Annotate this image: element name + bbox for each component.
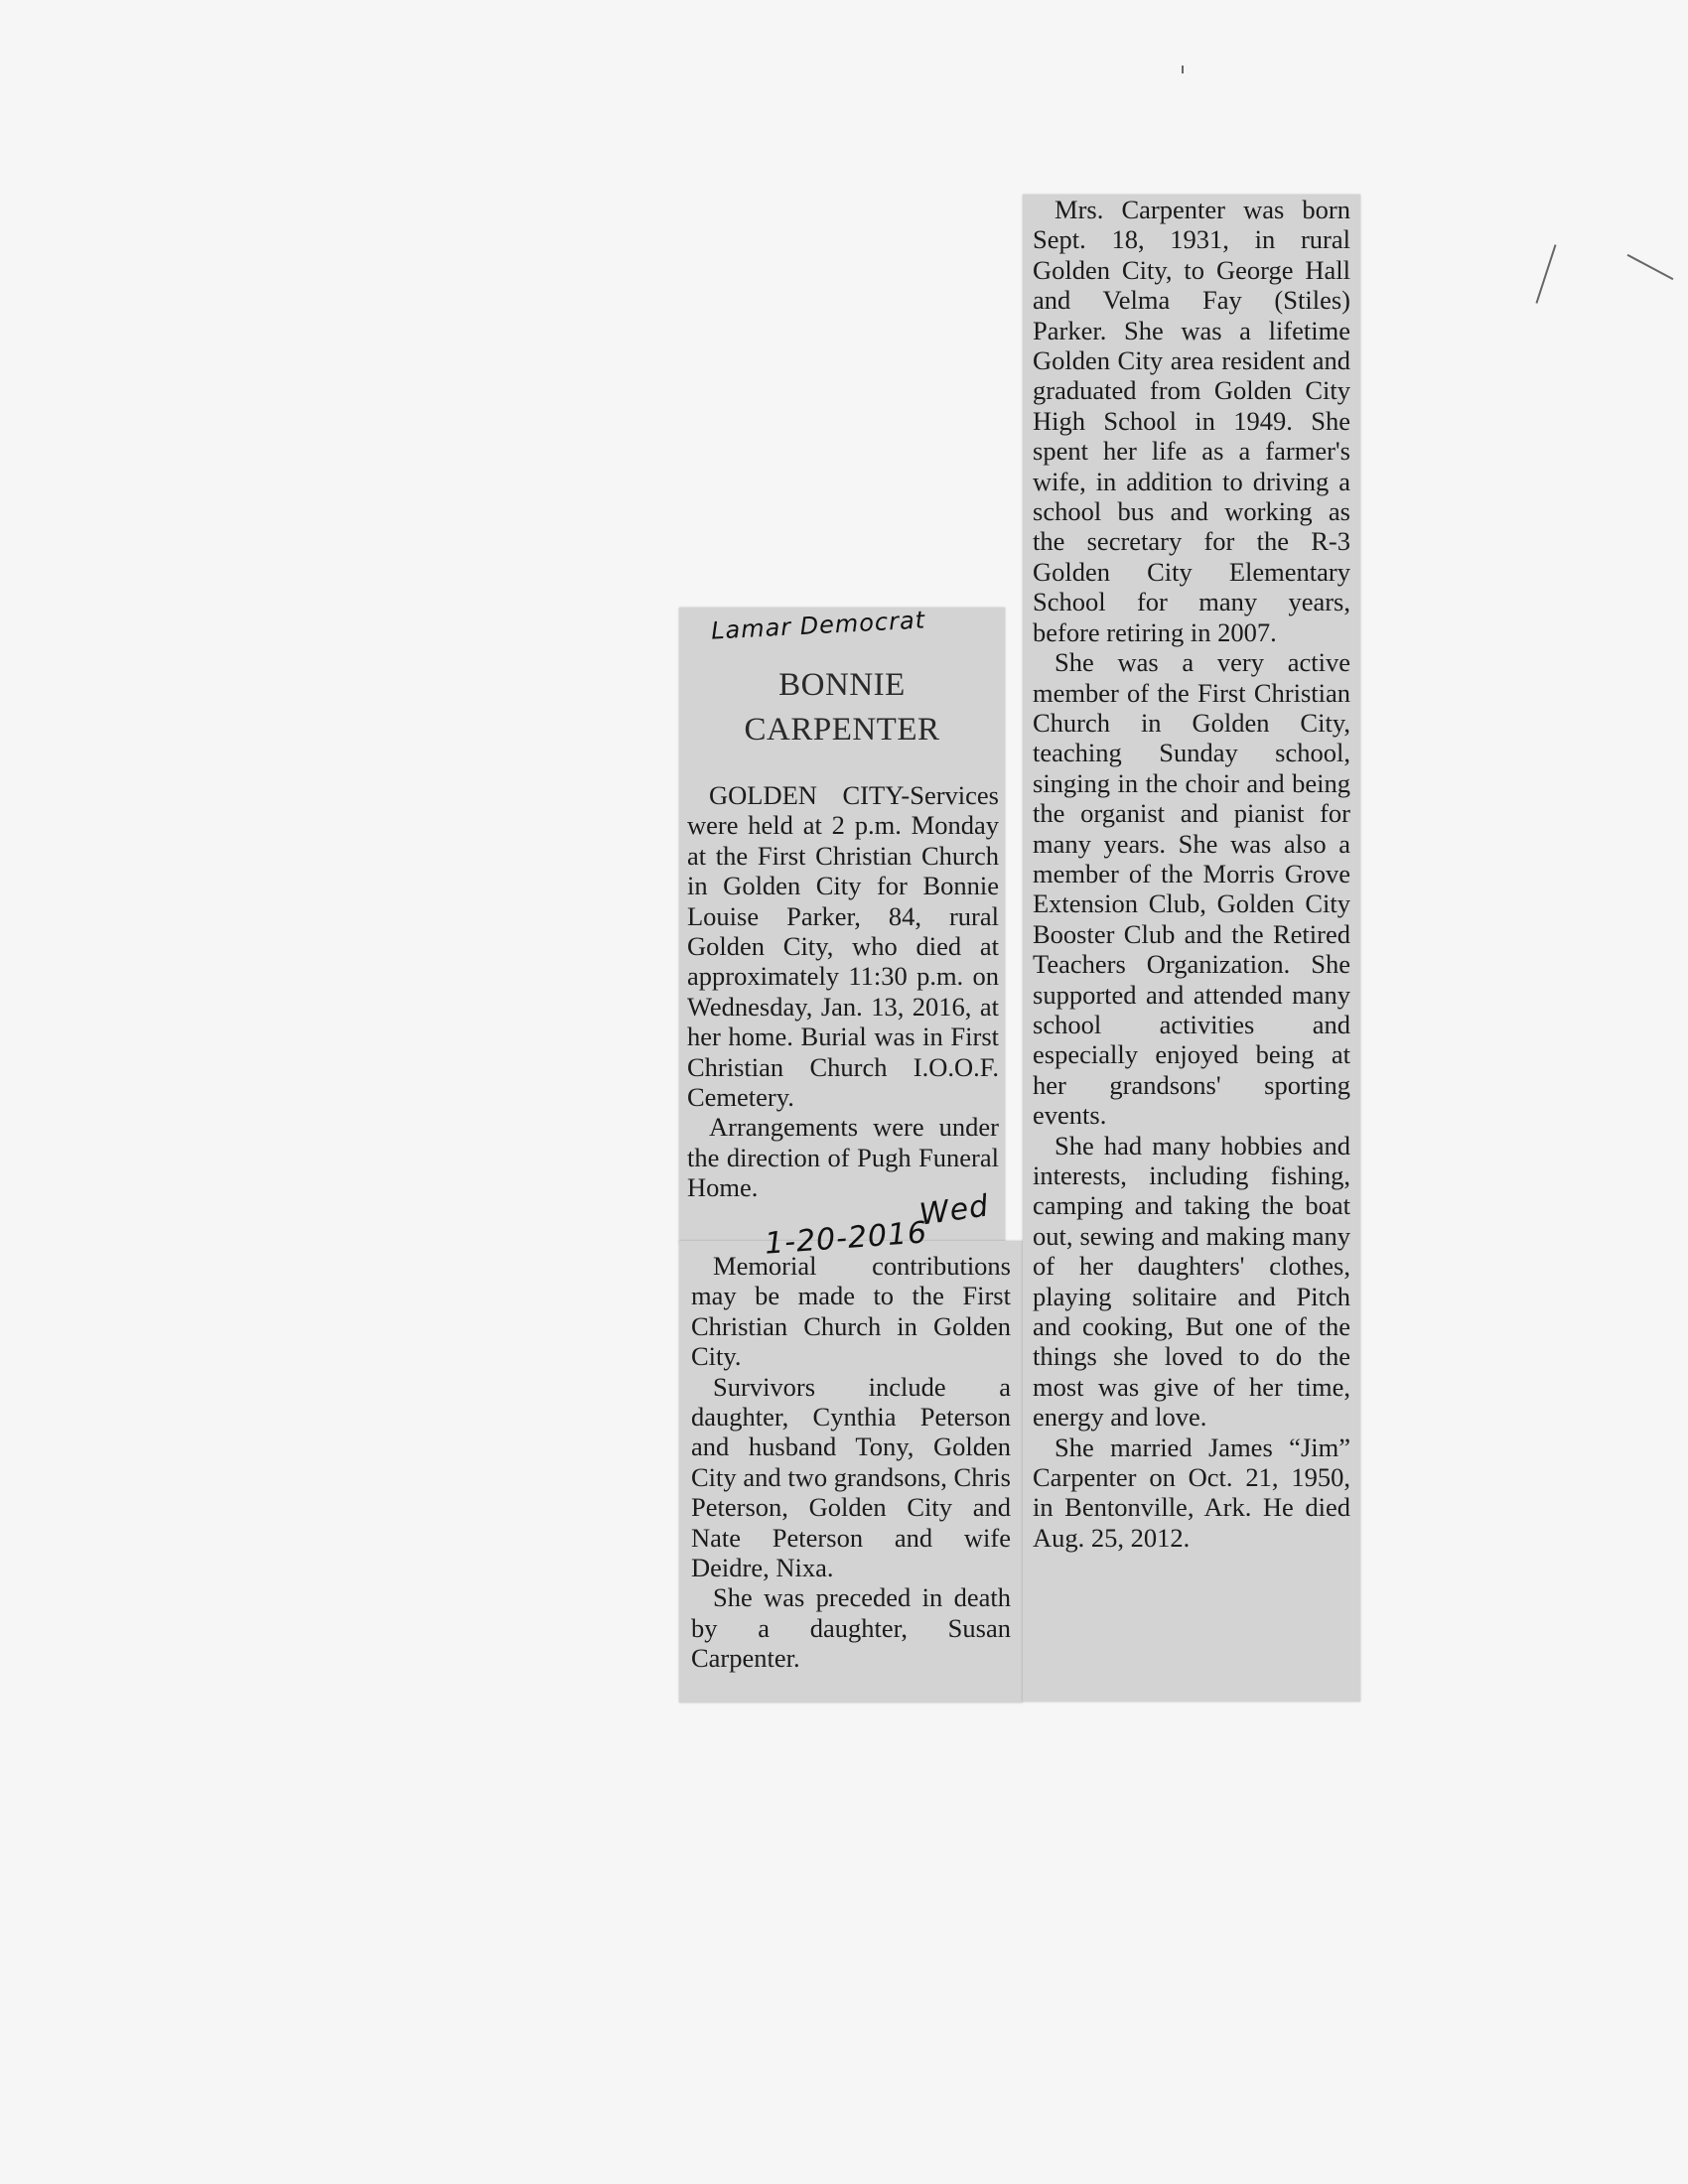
headline-first-name: BONNIE [778, 667, 906, 703]
obituary-headline [679, 663, 1005, 752]
handwritten-date-note: 1-20-2016 [763, 1215, 929, 1262]
paragraph: She married James “Jim” Carpenter on Oct. 21, 1950, in Bentonville, Ark. He died Aug. 25, 2012. [1033, 1432, 1350, 1553]
clipping-right [1023, 195, 1360, 1702]
paragraph: Memorial contributions may be made to the First Christian Church in Golden City. [691, 1251, 1011, 1372]
paragraph: GOLDEN CITY-Services were held at 2 p.m. Monday at the First Christian Church in Golden City for Bonnie Louise Parker, 84, rural Golden City, who died at approximately 11:30 p.m. on Wednesday, Jan. 13, 2016, at her home. Burial was in First Christian Church I.O.O.F. Cemetery. [687, 780, 999, 1113]
paragraph: Arrangements were under the direction of Pugh Funeral Home. [687, 1112, 999, 1203]
scan-mark [1627, 254, 1674, 280]
clipping-left-bottom [679, 1241, 1023, 1703]
clipping-left-top [679, 608, 1005, 1243]
handwritten-day-note: Wed [916, 1188, 992, 1233]
handwritten-source-note: Lamar Democrat [710, 606, 926, 645]
paragraph: She had many hobbies and interests, including fishing, camping and taking the boat out, sewing and making many of her daughters' clothes, playing solitaire and Pitch and cooking, But one of the things she loved to do the most was give of her time, energy and love. [1033, 1130, 1350, 1433]
column-text [687, 780, 999, 1203]
paragraph: Mrs. Carpenter was born Sept. 18, 1931, in rural Golden City, to George Hall and Velma Fay (Stiles) Parker. She was a lifetime Golden City area resident and graduated from Golden City High School in 1949. She spent her life as a farmer's wife, in addition to driving a school bus and working as the secretary for the R-3 Golden City Elementary School for many years, before retiring in 2007. [1033, 195, 1350, 647]
scan-mark [1182, 66, 1184, 73]
paragraph: She was preceded in death by a daughter, Susan Carpenter. [691, 1582, 1011, 1674]
scan-mark [1535, 244, 1556, 304]
paragraph: She was a very active member of the First Christian Church in Golden City, teaching Sunday school, singing in the choir and being the organist and pianist for many years. She was also a member of the Morris Grove Extension Club, Golden City Booster Club and the Retired Teachers Organization. She supported and attended many school activities and especially enjoyed being at her grandsons' sporting events. [1033, 647, 1350, 1131]
column-text [691, 1251, 1011, 1674]
paragraph: Survivors include a daughter, Cynthia Peterson and husband Tony, Golden City and two grandsons, Chris Peterson, Golden City and Nate Peterson and wife Deidre, Nixa. [691, 1371, 1011, 1583]
column-text [1033, 195, 1350, 1553]
headline-last-name: CARPENTER [744, 712, 940, 748]
